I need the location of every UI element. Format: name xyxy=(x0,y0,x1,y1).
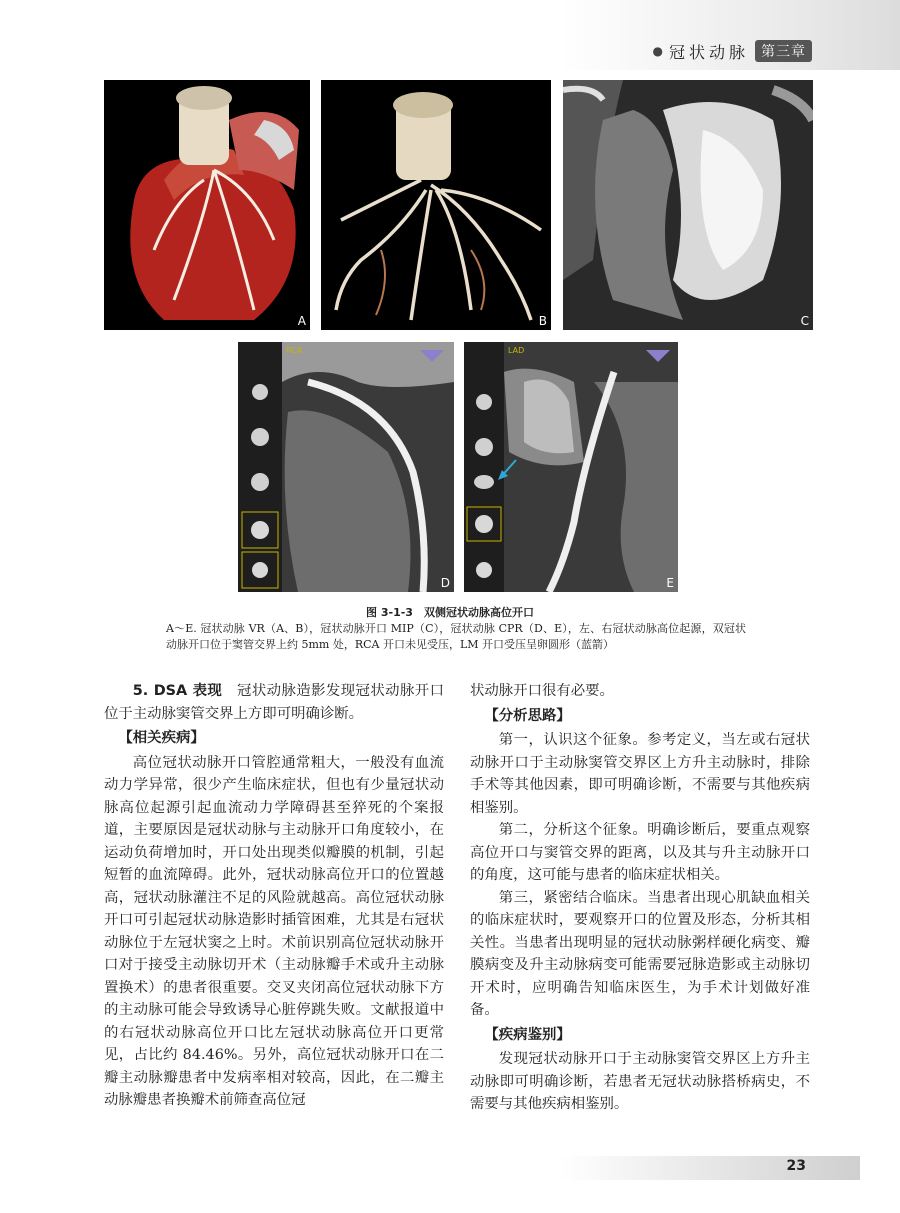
analysis-paragraph-1: 第一，认识这个征象。参考定义，当左或右冠状动脉开口于主动脉窦管交界区上方升主动脉时，排除手术等其他因素，即可明确诊断，不需要与其他疾病相鉴别。 xyxy=(470,732,810,816)
figure-e-label: E xyxy=(666,576,674,590)
figure-a-vr-heart xyxy=(104,80,310,330)
left-column xyxy=(104,680,444,1112)
figure-caption-body: A～E. 冠状动脉 VR（A、B），冠状动脉开口 MIP（C），冠状动脉 CPR（D、E），左、右冠状动脉高位起源，双冠状动脉开口位于窦管交界上约 5mm 处，RCA 开口未见受压，LM 开口受压呈卵圆形（蓝箭） xyxy=(166,622,746,651)
figure-d-label: D xyxy=(440,576,450,590)
page-number: 23 xyxy=(786,1158,806,1174)
figure-d-cpr-rca xyxy=(238,342,454,592)
figure-e-tag: LAD xyxy=(508,346,525,355)
figure-c-mip xyxy=(563,80,813,330)
figure-d-tag: RCA xyxy=(286,346,303,355)
continued-text: 状动脉开口很有必要。 xyxy=(470,683,614,699)
related-diseases-heading: 【相关疾病】 xyxy=(118,730,205,746)
figure-caption-title: 图 3-1-3 双侧冠状动脉高位开口 xyxy=(366,606,534,619)
analysis-heading: 【分析思路】 xyxy=(484,707,571,724)
section-5-paragraph xyxy=(104,680,444,725)
page-number-bar xyxy=(560,1156,860,1180)
figure-a-label: A xyxy=(297,314,306,328)
header-title: 冠状动脉 xyxy=(668,42,749,62)
related-diseases-text: 高位冠状动脉开口管腔通常粗大，一般没有血流动力学异常，很少产生临床症状，但也有少量冠状动脉高位起源引起血流动力学障碍甚至猝死的个案报道，主要原因是冠状动脉与主动脉开口角度较小，在运动负荷增加时，开口处出现类似瓣膜的机制，引起短暂的血流障碍。此外，冠状动脉高位开口的位置越高，冠状动脉灌注不足的风险就越高。高位冠状动脉开口可引起冠状动脉造影时插管困难，尤其是右冠状动脉位于左冠状窦之上时。术前识别高位冠状动脉开口对于接受主动脉切开术（主动脉瓣手术或升主动脉置换术）的患者很重要。交叉夹闭高位冠状动脉下方的主动脉可能会导致诱导心脏停跳失败。文献报道中的右冠状动脉高位开口比左冠状动脉高位开口更常见，占比约 84.46%。另外，高位冠状动脉开口在二瓣主动脉瓣患者中发病率相对较高，因此，在二瓣主动脉瓣患者换瓣术前筛查高位冠 xyxy=(104,754,444,1108)
running-header xyxy=(653,40,813,62)
differential-text: 发现冠状动脉开口于主动脉窦管交界区上方升主动脉即可明确诊断，若患者无冠状动脉搭桥病史，不需要与其他疾病相鉴别。 xyxy=(470,1051,810,1112)
figure-c-label: C xyxy=(800,314,809,328)
chapter-badge: 第三章 xyxy=(755,40,812,62)
figure-b-vr-coronary-tree xyxy=(321,80,551,330)
section-5-heading: 5. DSA 表现 xyxy=(132,683,223,699)
section-5-text: 冠状动脉造影发现冠状动脉开口位于主动脉窦管交界上方即可明确诊断。 xyxy=(104,683,444,722)
analysis-paragraph-2: 第二，分析这个征象。明确诊断后，要重点观察高位开口与窦管交界的距离，以及其与升主动脉开口的角度，这可能与患者的临床症状相关。 xyxy=(470,822,810,883)
differential-heading: 【疾病鉴别】 xyxy=(484,1026,571,1043)
figure-b-label: B xyxy=(538,314,547,328)
right-column xyxy=(470,680,810,1116)
analysis-paragraph-3: 第三，紧密结合临床。当患者出现心肌缺血相关的临床症状时，要观察开口的位置及形态，分析其相关性。当患者出现明显的冠状动脉粥样硬化病变、瓣膜病变及升主动脉病变可能需要冠脉造影或主动脉切开术时，应明确告知临床医生，为手术计划做好准备。 xyxy=(470,889,810,1018)
figure-e-cpr-lad xyxy=(464,342,678,592)
bullet-icon: ● xyxy=(652,44,663,58)
